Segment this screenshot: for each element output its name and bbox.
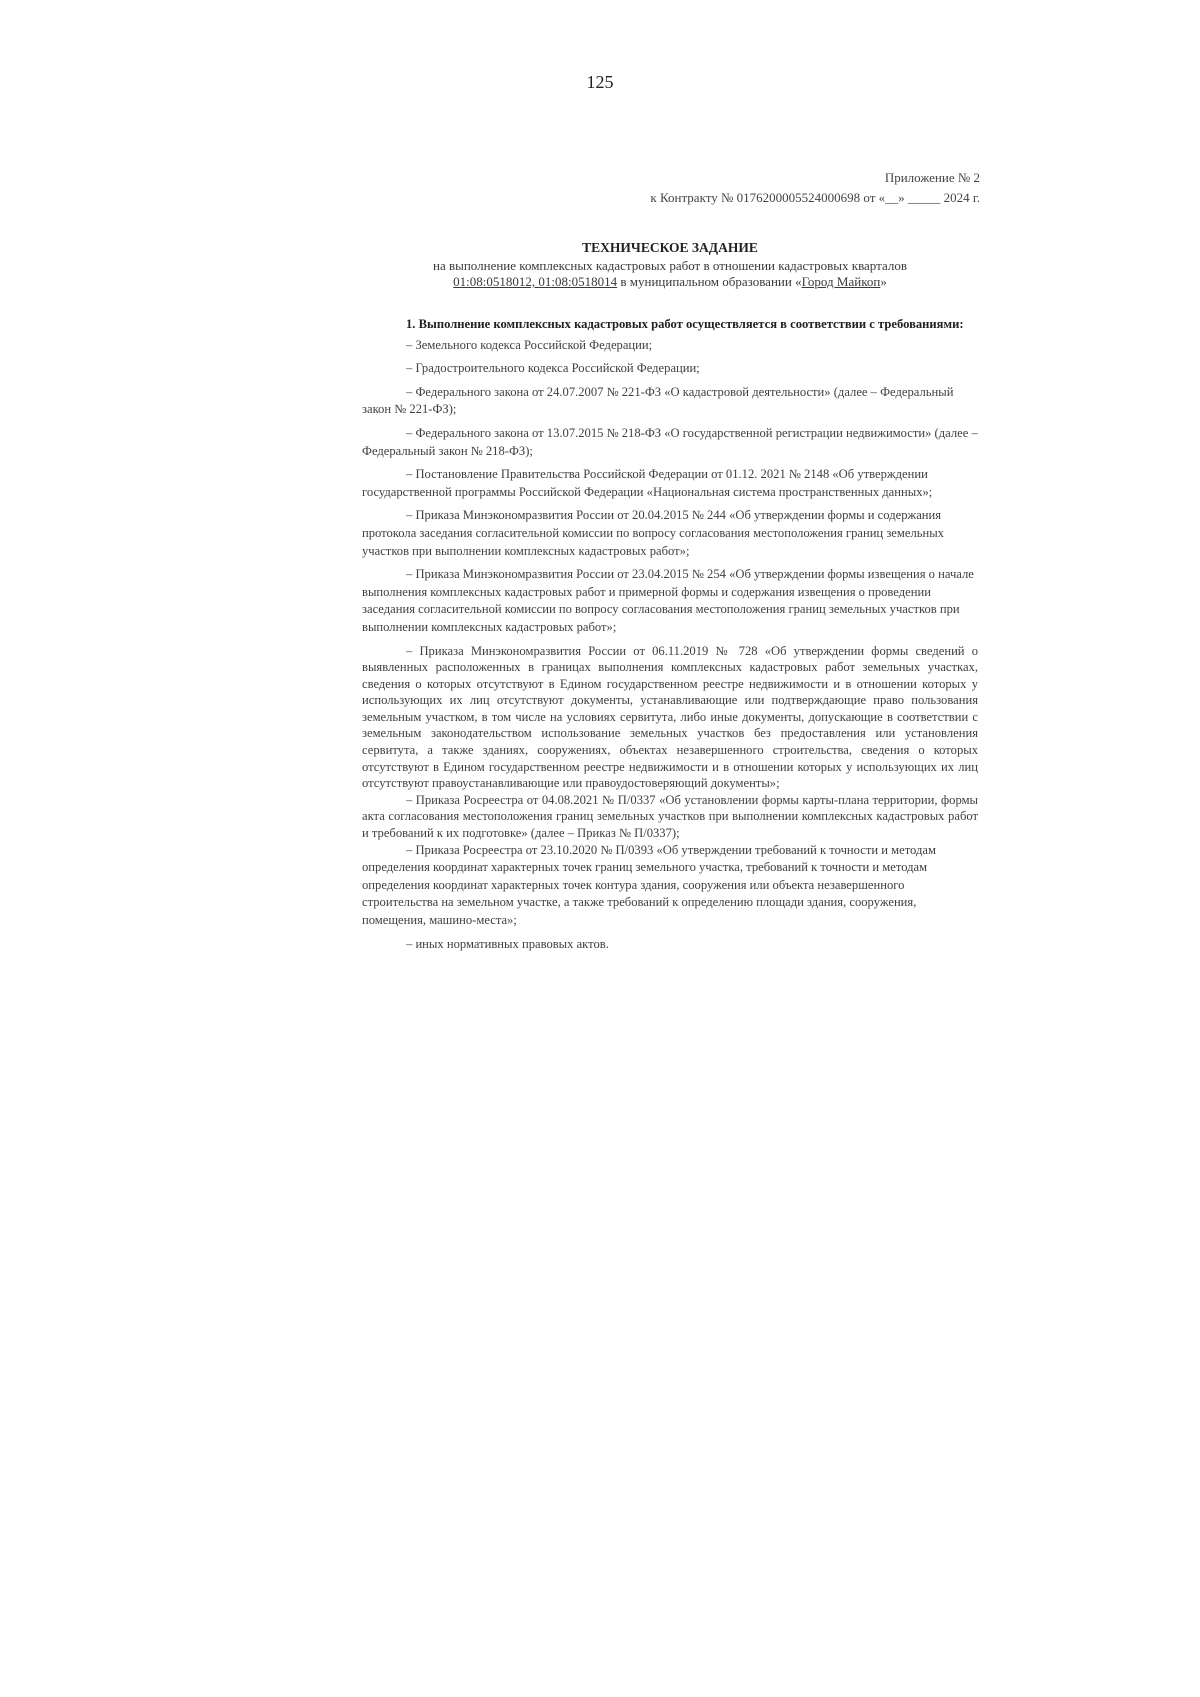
attachment-line-2: к Контракту № 0176200005524000698 от «__» _____ 2024 г. <box>650 190 980 205</box>
requirement-item: – Федерального закона от 24.07.2007 № 221-ФЗ «О кадастровой деятельности» (далее – Федеральный закон № 221-ФЗ); <box>362 384 954 417</box>
title-subline-2-end: » <box>880 274 887 289</box>
section-1-heading: 1. Выполнение комплексных кадастровых работ осуществляется в соответствии с требованиями: <box>406 317 964 331</box>
attachment-line-1: Приложение № 2 <box>884 170 980 185</box>
municipality-name: Город Майкоп <box>801 274 881 289</box>
document-title: ТЕХНИЧЕСКОЕ ЗАДАНИЕ <box>582 240 758 255</box>
title-subline-2-mid: в муниципальном образовании « <box>617 274 802 289</box>
cadastral-quarters: 01:08:0518012, 01:08:0518014 <box>453 274 618 289</box>
title-subline-1: на выполнение комплексных кадастровых работ в отношении кадастровых кварталов <box>433 258 907 273</box>
section-1 <box>362 316 978 959</box>
document-title-block <box>360 240 980 290</box>
requirement-item: – Приказа Росреестра от 23.10.2020 № П/0393 «Об утверждении требований к точности и методам определения координат характерных точек границ земельного участка, требований к точности и методам определения координат характерных точек контура здания, сооружения или объекта незавершенного строительства на земельном участке, а также требований к определению площади здания, сооружения, помещения, машино-места»; <box>362 842 936 927</box>
requirement-item: – Приказа Минэкономразвития России от 23.04.2015 № 254 «Об утверждении формы извещения о начале выполнения комплексных кадастровых работ и примерной формы и содержания извещения о проведении заседания согласительной комиссии по вопросу согласования местоположения границ земельных участков при выполнении комплексных кадастровых работ»; <box>362 567 974 634</box>
requirement-item: – Градостроительного кодекса Российской Федерации; <box>406 361 700 376</box>
requirement-item: – Приказа Минэкономразвития России от 06.11.2019 № 728 «Об утверждении формы сведений о выявленных расположенных в границах выполнения комплексных кадастровых работ земельных участках, сведения о которых отсутствуют в Едином государственном реестре недвижимости и в отношении которых у использующих их лиц отсутствуют документы, устанавливающие или подтверждающие право пользования земельным участком, в том числе на условиях сервитута, либо иные документы, допускающие в соответствии с земельным законодательством использование земельных участков без предоставления или установления сервитута, а также зданиях, сооружениях, объектах незавершенного строительства, сведения о которых отсутствуют в Едином государственном реестре недвижимости и в отношении которых у использующих их лиц отсутствуют правоустанавливающие или правоудостоверяющий документы»; <box>362 643 978 791</box>
attachment-header <box>380 168 980 208</box>
requirement-item: – Федерального закона от 13.07.2015 № 218-ФЗ «О государственной регистрации недвижимости» (далее – Федеральный закон № 218-ФЗ); <box>362 425 978 458</box>
requirement-item: – Земельного кодекса Российской Федерации; <box>406 337 653 352</box>
requirement-item: – иных нормативных правовых актов. <box>406 936 609 951</box>
page-number: 125 <box>586 72 614 92</box>
requirement-item: – Приказа Минэкономразвития России от 20.04.2015 № 244 «Об утверждении формы и содержания протокола заседания согласительной комиссии по вопросу согласования местоположения границ земельных участков при выполнении комплексных кадастровых работ»; <box>362 508 944 558</box>
requirement-item: – Приказа Росреестра от 04.08.2021 № П/0337 «Об установлении формы карты-плана территории, формы акта согласования местоположения границ земельных участков при выполнении комплексных кадастровых работ и требований к их подготовке» (далее – Приказ № П/0337); <box>362 792 978 841</box>
title-subline-2 <box>360 274 980 290</box>
requirement-item: – Постановление Правительства Российской Федерации от 01.12. 2021 № 2148 «Об утверждении государственной программы Российской Федерации «Национальная система пространственных данных»; <box>362 467 933 499</box>
